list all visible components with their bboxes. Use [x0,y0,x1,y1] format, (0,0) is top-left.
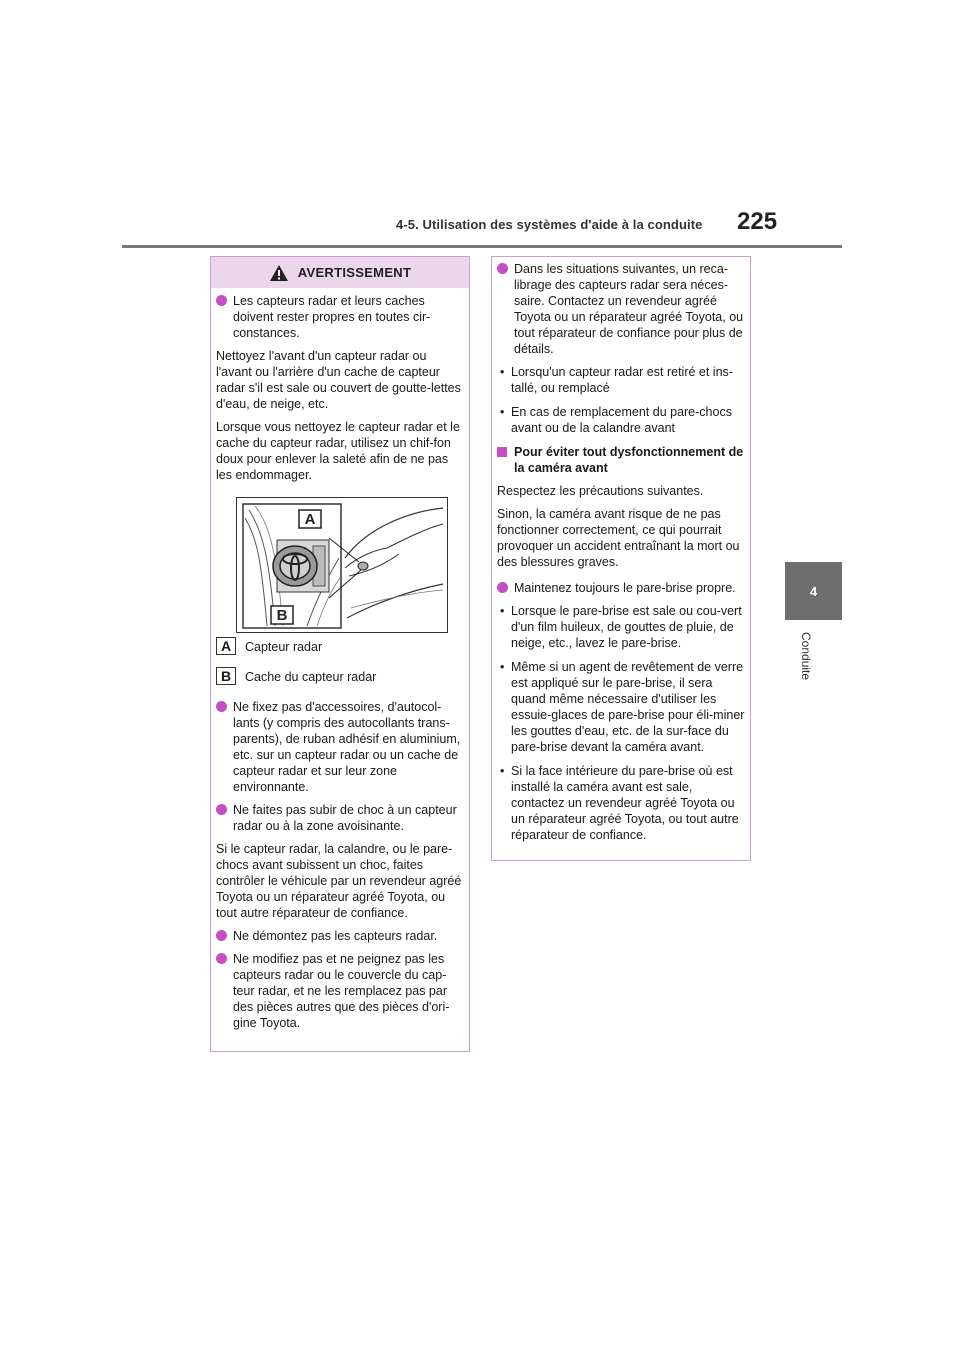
legend-key-a: A [216,637,236,655]
warning-paragraph: Nettoyez l'avant d'un capteur radar ou l'avant ou l'arrière d'un cache de capteur radar s'il est sale ou couvert de goutte-lettes d'eau, de neige, etc. [216,349,461,411]
running-header-section-title: 4-5. Utilisation des systèmes d'aide à la conduite [396,217,703,232]
notes-paragraph: Sinon, la caméra avant risque de ne pas fonctionner correctement, ce qui pourrait provoquer un accident entraînant la mort ou des blessures graves. [497,507,740,569]
notes-sub-item [497,404,745,436]
warning-paragraph: Si le capteur radar, la calandre, ou le pare-chocs avant subissent un choc, faites contrôler le véhicule par un revendeur agréé Toyota ou un réparateur agréé Toyota, ou tout autre réparateur de confiance. [216,842,462,920]
warning-triangle-icon [269,264,289,282]
small-bullet-icon: • [500,604,505,618]
notes-sub-text: Même si un agent de revêtement de verre est appliqué sur le pare-brise, il sera quand même nécessaire d'utiliser les essuie-glaces de pare-brise pour éli-miner les gouttes d'eau, etc. de la sur-face du pare-brise devant la caméra avant. [511,660,745,754]
bullet-dot-icon [216,930,227,941]
small-bullet-icon: • [500,660,505,674]
warning-header [211,257,469,288]
notes-sub-text: Si la face intérieure du pare-brise où est installé la caméra avant est sale, contactez un revendeur agréé Toyota ou un réparateur agréé Toyota, ou tout autre réparateur de confiance. [511,764,739,842]
legend-text: Cache du capteur radar [245,670,377,684]
warning-item [216,293,464,341]
warning-item-text: Ne modifiez pas et ne peignez pas les capteurs radar ou le couvercle du cap-teur radar, et ne les remplacez pas par des pièces autres que des pièces d'ori-gine Toyota. [233,952,450,1030]
notes-sub-item [497,763,745,843]
warning-content [211,288,469,1031]
bullet-dot-icon [497,582,508,593]
bullet-dot-icon [216,701,227,712]
notes-subheading-text: Pour éviter tout dysfonctionnement de la caméra avant [514,445,744,475]
notes-item [497,261,745,357]
notes-sub-text: En cas de remplacement du pare-chocs avant ou de la calandre avant [511,405,732,435]
notes-item-text: Maintenez toujours le pare-brise propre. [514,581,736,595]
chapter-label: Conduite [799,632,813,681]
notes-subheading [497,444,745,476]
square-bullet-icon [497,447,507,457]
warning-item [216,951,464,1031]
chapter-tab [785,562,842,620]
header-divider [122,245,842,248]
small-bullet-icon: • [500,405,505,419]
small-bullet-icon: • [500,764,505,778]
figure-label-a: A [304,511,316,528]
chapter-number: 4 [809,583,818,599]
legend-key-b: B [216,667,236,685]
bullet-dot-icon [216,953,227,964]
legend-item-a [216,639,464,655]
warning-paragraph: Lorsque vous nettoyez le capteur radar et le cache du capteur radar, utilisez un chif-fon doux pour enlever la saleté afin de ne pas les endommager. [216,420,460,482]
notes-sub-text: Lorsqu'un capteur radar est retiré et ins-tallé, ou remplacé [511,365,733,395]
bullet-dot-icon [216,804,227,815]
figure-label-b: B [276,607,288,624]
notes-item-text: Dans les situations suivantes, un reca-librage des capteurs radar sera néces-saire. Contactez un revendeur agréé Toyota ou un réparateur agréé Toyota, ou tout réparateur de confiance pour plus de détails. [514,262,744,356]
page-number: 225 [737,208,778,235]
small-bullet-icon: • [500,365,505,379]
warning-title: AVERTISSEMENT [297,265,412,280]
warning-item [216,802,464,834]
notes-sub-item [497,659,745,755]
warning-item-text: Les capteurs radar et leurs caches doivent rester propres en toutes cir-constances. [233,294,431,340]
warning-item [216,699,464,795]
warning-item-text: Ne démontez pas les capteurs radar. [233,929,438,943]
notes-sub-item [497,603,745,651]
warning-item [216,928,464,944]
legend-item-b [216,669,464,685]
bullet-dot-icon [216,295,227,306]
notes-sub-text: Lorsque le pare-brise est sale ou cou-vert d'un film huileux, de gouttes de pluie, de neige, etc., lavez le pare-brise. [511,604,742,650]
radar-sensor-drawing [237,498,448,633]
notes-paragraph: Respectez les précautions suivantes. [497,484,704,498]
notes-item [497,580,745,596]
bullet-dot-icon [497,263,508,274]
warning-item-text: Ne faites pas subir de choc à un capteur radar ou à la zone avoisinante. [233,803,457,833]
notes-sub-item [497,364,745,396]
legend-text: Capteur radar [245,640,323,654]
radar-sensor-illustration [236,497,448,633]
warning-box [210,256,470,1052]
notes-content [492,257,750,843]
notes-box [491,256,751,861]
warning-item-text: Ne fixez pas d'accessoires, d'autocol-lants (y compris des autocollants trans-parents), de ruban adhésif en aluminium, etc. sur un capteur radar ou un cache de capteur radar et sur leur zone environnante. [233,700,461,794]
